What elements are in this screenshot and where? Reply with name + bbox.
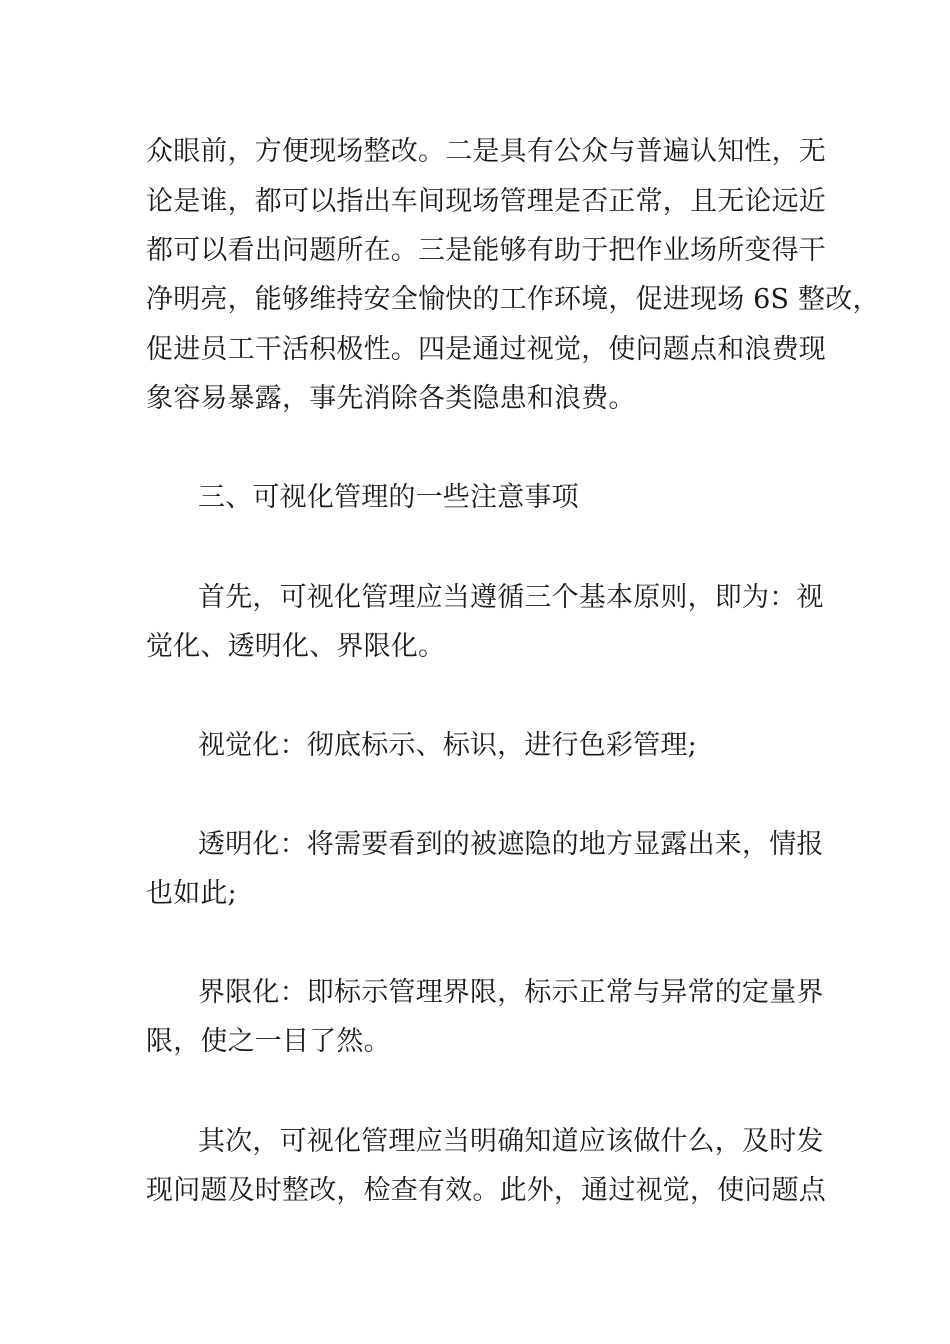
paragraph-line: 象容易暴露，事先消除各类隐患和浪费。 <box>146 383 636 414</box>
paragraph-line: 其次，可视化管理应当明确知道应该做什么，及时发 <box>198 1126 824 1157</box>
paragraph-line: 界限化：即标示管理界限，标示正常与异常的定量界 <box>198 977 824 1008</box>
section-heading: 三、可视化管理的一些注意事项 <box>198 482 579 513</box>
paragraph-line: 视觉化：彻底标示、标识，进行色彩管理; <box>198 730 697 761</box>
paragraph-line: 净明亮，能够维持安全愉快的工作环境，促进现场 6S 整改， <box>146 284 880 315</box>
paragraph-line: 觉化、透明化、界限化。 <box>146 631 446 662</box>
paragraph-line: 也如此; <box>146 878 237 909</box>
paragraph-line: 都可以看出问题所在。三是能够有助于把作业场所变得干 <box>146 235 826 266</box>
paragraph-line: 促进员工干活积极性。四是通过视觉，使问题点和浪费现 <box>146 334 826 365</box>
paragraph-line: 现问题及时整改，检查有效。此外，通过视觉，使问题点 <box>146 1175 826 1206</box>
paragraph-line: 众眼前，方便现场整改。二是具有公众与普遍认知性，无 <box>146 136 826 167</box>
paragraph-line: 透明化：将需要看到的被遮隐的地方显露出来，情报 <box>198 829 824 860</box>
paragraph-line: 首先，可视化管理应当遵循三个基本原则，即为：视 <box>198 582 824 613</box>
paragraph-line: 论是谁，都可以指出车间现场管理是否正常，且无论远近 <box>146 186 826 217</box>
paragraph-line: 限，使之一目了然。 <box>146 1026 391 1057</box>
